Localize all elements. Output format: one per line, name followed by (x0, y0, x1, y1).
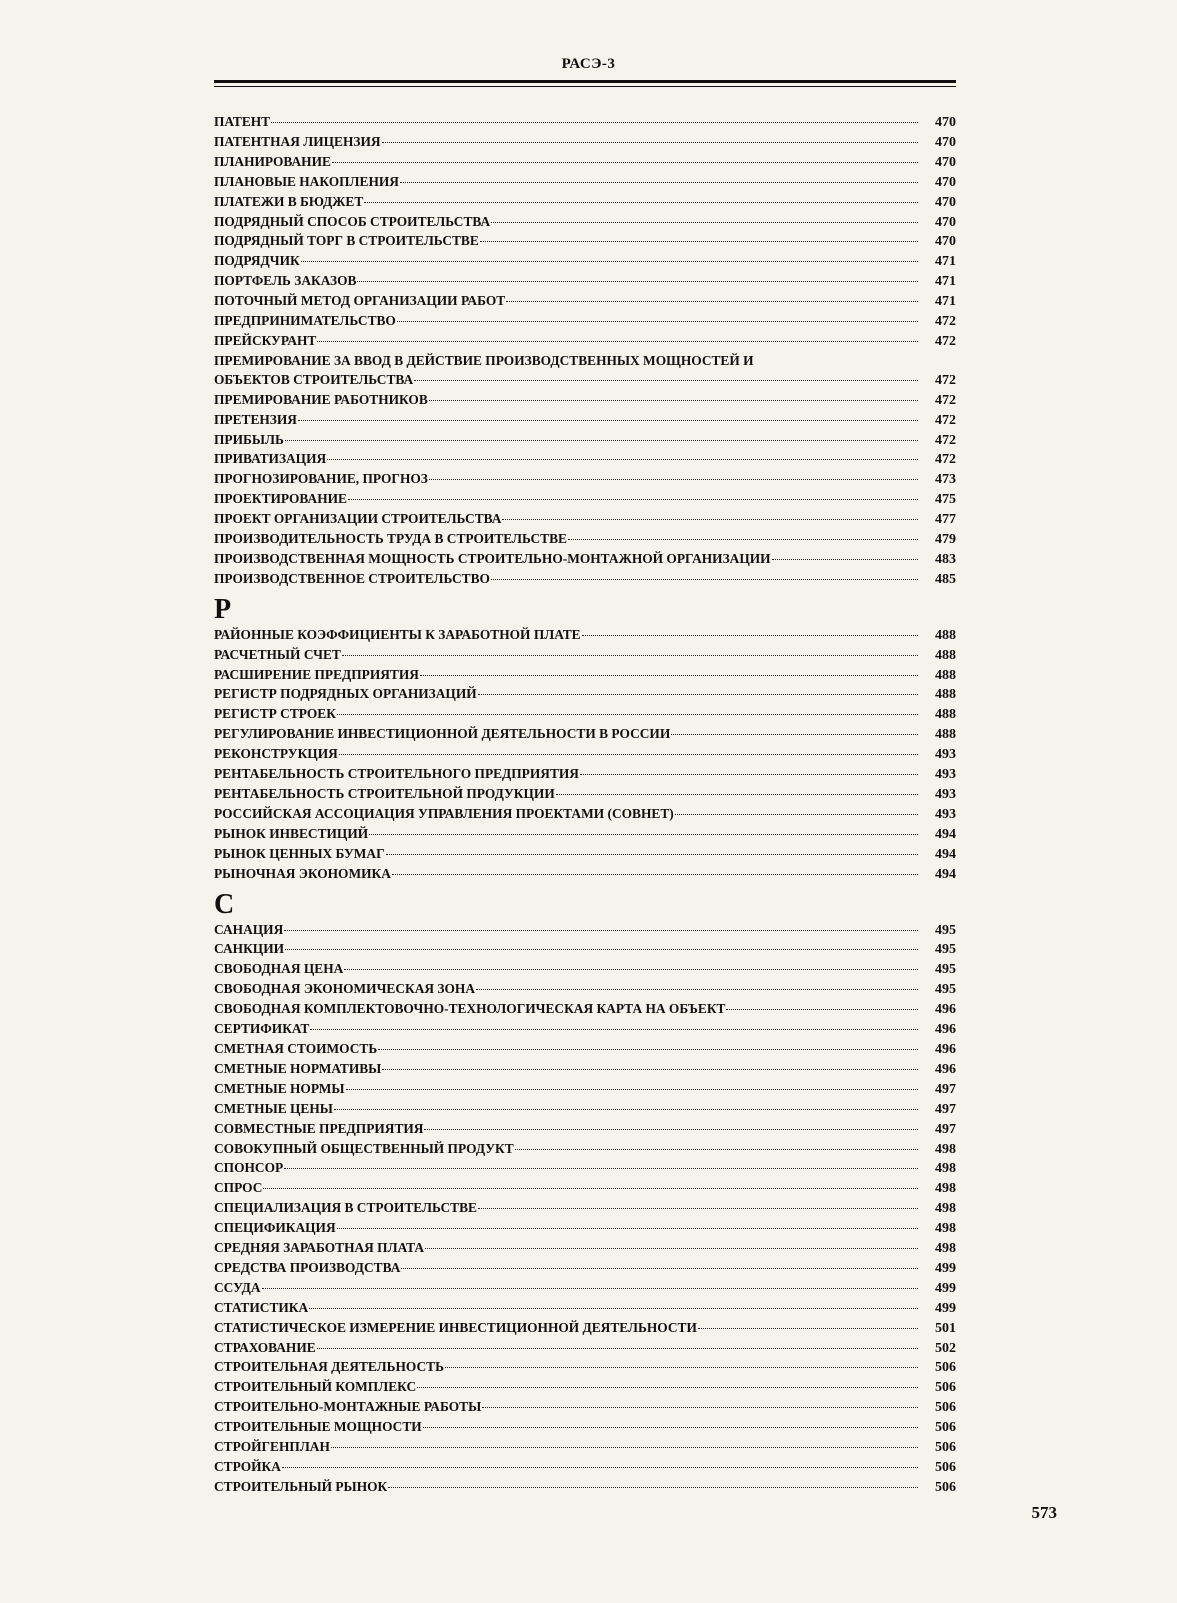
dot-leader (478, 693, 918, 695)
toc-entry (214, 1219, 956, 1239)
dot-leader (337, 713, 918, 715)
entry-title: РАСШИРЕНИЕ ПРЕДПРИЯТИЯ (214, 666, 419, 682)
entry-page: 470 (935, 214, 956, 230)
dot-leader (271, 121, 918, 123)
dot-leader (425, 1247, 918, 1249)
toc-entry (214, 1040, 956, 1060)
dot-leader (285, 948, 918, 950)
toc-entry (214, 1159, 956, 1179)
dot-leader (348, 498, 918, 500)
entry-page: 495 (935, 982, 956, 998)
dot-leader (327, 458, 918, 460)
entry-title: СМЕТНЫЕ НОРМЫ (214, 1080, 345, 1096)
toc-entry (214, 431, 956, 451)
dot-leader (491, 221, 918, 223)
dot-leader (568, 538, 918, 540)
entry-title: СОВОКУПНЫЙ ОБЩЕСТВЕННЫЙ ПРОДУКТ (214, 1140, 514, 1156)
entry-title: СПРОС (214, 1180, 263, 1196)
dot-leader (388, 1486, 918, 1488)
entry-page: 494 (935, 846, 956, 862)
toc-entry (214, 1478, 956, 1498)
entry-title: ПОДРЯДЧИК (214, 253, 300, 269)
entry-line (214, 371, 956, 391)
entry-page: 477 (935, 512, 956, 528)
entry-title: СВОБОДНАЯ КОМПЛЕКТОВОЧНО-ТЕХНОЛОГИЧЕСКАЯ КАРТА НА ОБЪЕКТ (214, 1001, 726, 1017)
entry-page: 488 (935, 707, 956, 723)
dot-leader (301, 260, 918, 262)
toc-entry (214, 391, 956, 411)
dot-leader (369, 833, 918, 835)
entry-page: 499 (935, 1260, 956, 1276)
dot-leader (429, 399, 918, 401)
dot-leader (580, 773, 918, 775)
entry-title: РОССИЙСКАЯ АССОЦИАЦИЯ УПРАВЛЕНИЯ ПРОЕКТАМИ (СОВНЕТ) (214, 805, 674, 821)
toc-entry (214, 765, 956, 785)
toc-entry (214, 980, 956, 1000)
entry-page: 473 (935, 472, 956, 488)
entry-title: РЕНТАБЕЛЬНОСТЬ СТРОИТЕЛЬНОЙ ПРОДУКЦИИ (214, 786, 555, 801)
entry-page: 498 (935, 1161, 956, 1177)
dot-leader (344, 968, 918, 970)
entry-title: ПРЕДПРИНИМАТЕЛЬСТВО (214, 313, 396, 329)
entry-title: СЕРТИФИКАТ (214, 1021, 310, 1037)
entry-title: САНКЦИИ (214, 941, 285, 957)
dot-leader (334, 1108, 918, 1110)
toc-entry (214, 153, 956, 173)
entry-title: ССУДА (214, 1279, 261, 1295)
toc-entry (214, 666, 956, 686)
dot-leader (414, 379, 918, 381)
dot-leader (262, 1287, 918, 1289)
toc-entry (214, 845, 956, 865)
dot-leader (357, 280, 918, 282)
entry-page: 472 (935, 372, 956, 388)
entry-page: 479 (935, 532, 956, 548)
entry-page: 475 (935, 492, 956, 508)
toc-entry (214, 646, 956, 666)
dot-leader (317, 340, 918, 342)
entry-page: 502 (935, 1340, 956, 1356)
dot-leader (263, 1187, 918, 1189)
toc-entry (214, 1060, 956, 1080)
dot-leader (423, 1426, 918, 1428)
entry-page: 470 (935, 154, 956, 170)
entry-title: СРЕДНЯЯ ЗАРАБОТНАЯ ПЛАТА (214, 1240, 425, 1256)
entry-title-continued: ОБЪЕКТОВ СТРОИТЕЛЬСТВА (214, 371, 414, 387)
entry-title: СМЕТНЫЕ ЦЕНЫ (214, 1100, 333, 1116)
entry-page: 506 (935, 1460, 956, 1475)
entry-page: 501 (935, 1320, 956, 1336)
entry-page: 493 (935, 747, 956, 763)
dot-leader (515, 1148, 918, 1150)
toc-entry (214, 1279, 956, 1299)
toc-entry (214, 1020, 956, 1040)
dot-leader (284, 929, 918, 931)
dot-leader (309, 1307, 918, 1309)
toc-entry (214, 1458, 956, 1478)
dot-leader (346, 1088, 918, 1090)
toc-entry (214, 1179, 956, 1199)
entry-page: 494 (935, 826, 956, 842)
toc-entry (214, 490, 956, 510)
entry-page: 498 (935, 1241, 956, 1257)
entry-page: 483 (935, 551, 956, 567)
entry-page: 488 (935, 667, 956, 683)
dot-leader (502, 518, 918, 520)
entry-title: РЕНТАБЕЛЬНОСТЬ СТРОИТЕЛЬНОГО ПРЕДПРИЯТИЯ (214, 766, 579, 782)
table-of-contents (214, 113, 956, 1498)
entry-page: 506 (935, 1420, 956, 1436)
entry-page: 485 (935, 571, 956, 587)
toc-entry (214, 1239, 956, 1259)
toc-entry (214, 865, 956, 885)
entry-page: 471 (935, 274, 956, 290)
toc-entry (214, 1418, 956, 1438)
dot-leader (298, 419, 918, 421)
entry-page: 470 (935, 174, 956, 190)
entry-title: ПРЕТЕНЗИЯ (214, 411, 297, 427)
entry-title: ПАТЕНТ (214, 114, 271, 129)
toc-entry (214, 1120, 956, 1140)
dot-leader (331, 1446, 918, 1448)
dot-leader (698, 1327, 918, 1329)
entry-page: 497 (935, 1081, 956, 1097)
entry-title: СТРОИТЕЛЬНЫЕ МОЩНОСТИ (214, 1419, 422, 1435)
entry-page: 472 (935, 333, 956, 349)
toc-entry (214, 1140, 956, 1160)
section-letter: Р (214, 593, 232, 625)
toc-entry (214, 292, 956, 312)
entry-title: РЫНОЧНАЯ ЭКОНОМИКА (214, 865, 391, 881)
entry-title: СВОБОДНАЯ ЦЕНА (214, 961, 344, 977)
entry-title: СПОНСОР (214, 1160, 284, 1176)
toc-entry (214, 1100, 956, 1120)
dot-leader (476, 988, 918, 990)
entry-title: РАСЧЕТНЫЙ СЧЕТ (214, 646, 341, 662)
entry-title: ПОТОЧНЫЙ МЕТОД ОРГАНИЗАЦИИ РАБОТ (214, 293, 506, 309)
entry-title: СТАТИСТИЧЕСКОЕ ИЗМЕРЕНИЕ ИНВЕСТИЦИОННОЙ ДЕЯТЕЛЬНОСТИ (214, 1319, 697, 1335)
entry-page: 472 (935, 412, 956, 428)
entry-title: ПРЕМИРОВАНИЕ РАБОТНИКОВ (214, 391, 428, 407)
toc-entry (214, 193, 956, 213)
entry-title: СРЕДСТВА ПРОИЗВОДСТВА (214, 1259, 401, 1275)
dot-leader (285, 439, 918, 441)
dot-leader (401, 1267, 918, 1269)
entry-title: СТАТИСТИКА (214, 1299, 309, 1315)
entry-title: ПРОИЗВОДСТВЕННАЯ МОЩНОСТЬ СТРОИТЕЛЬНО-МОНТАЖНОЙ ОРГАНИЗАЦИИ (214, 550, 771, 566)
entry-title: РЕГИСТР СТРОЕК (214, 706, 336, 722)
dot-leader (392, 873, 918, 875)
entry-title: РЫНОК ИНВЕСТИЦИЙ (214, 825, 369, 841)
toc-entry (214, 173, 956, 193)
entry-page: 493 (935, 806, 956, 822)
section-letter: С (214, 888, 235, 920)
entry-title: СПЕЦИФИКАЦИЯ (214, 1220, 336, 1236)
entry-page: 498 (935, 1181, 956, 1197)
toc-entry (214, 1319, 956, 1339)
entry-page: 471 (935, 294, 956, 310)
dot-leader (671, 733, 918, 735)
entry-title: РЕКОНСТРУКЦИЯ (214, 746, 338, 762)
toc-entry (214, 1378, 956, 1398)
toc-entry (214, 626, 956, 646)
entry-page: 495 (935, 922, 956, 938)
entry-title: САНАЦИЯ (214, 921, 284, 937)
entry-page: 499 (935, 1300, 956, 1316)
entry-title: ПРОЕКТИРОВАНИЕ (214, 491, 347, 507)
toc-entry (214, 805, 956, 825)
toc-entry (214, 705, 956, 725)
dot-leader (556, 793, 918, 795)
entry-page: 493 (935, 767, 956, 783)
entry-title: РЫНОК ЦЕННЫХ БУМАГ (214, 845, 385, 861)
toc-entry (214, 510, 956, 530)
toc-entry (214, 940, 956, 960)
entry-title: ПЛАНОВЫЕ НАКОПЛЕНИЯ (214, 173, 399, 189)
toc-entry (214, 1000, 956, 1020)
entry-title: ПОДРЯДНЫЙ СПОСОБ СТРОИТЕЛЬСТВА (214, 213, 491, 229)
entry-title: ПРИБЫЛЬ (214, 431, 284, 447)
toc-entry (214, 685, 956, 705)
dot-leader (397, 320, 918, 322)
dot-leader (400, 181, 918, 183)
dot-leader (382, 141, 918, 143)
toc-entry (214, 470, 956, 490)
toc-entry (214, 213, 956, 233)
entry-page: 496 (935, 1041, 956, 1057)
dot-leader (339, 753, 918, 755)
dot-leader (424, 1128, 918, 1130)
entry-page: 506 (935, 1380, 956, 1396)
toc-entry (214, 133, 956, 153)
entry-page: 506 (935, 1479, 956, 1495)
entry-page: 506 (935, 1400, 956, 1416)
dot-leader (772, 558, 918, 560)
entry-title: СОВМЕСТНЫЕ ПРЕДПРИЯТИЯ (214, 1120, 424, 1136)
entry-title: ПРЕМИРОВАНИЕ ЗА ВВОД В ДЕЙСТВИЕ ПРОИЗВОДСТВЕННЫХ МОЩНОСТЕЙ И (214, 352, 754, 368)
entry-title: ПРОГНОЗИРОВАНИЕ, ПРОГНОЗ (214, 471, 428, 487)
entry-page: 488 (935, 727, 956, 743)
dot-leader (726, 1008, 918, 1010)
dot-leader (378, 1048, 918, 1050)
dot-leader (445, 1366, 918, 1368)
dot-leader (420, 674, 918, 676)
toc-entry (214, 725, 956, 745)
entry-page: 472 (935, 392, 956, 408)
entry-page: 496 (935, 1002, 956, 1018)
dot-leader (337, 1227, 918, 1229)
entry-title: СТРОИТЕЛЬНО-МОНТАЖНЫЕ РАБОТЫ (214, 1399, 482, 1415)
header-rule-thick (214, 80, 956, 83)
toc-entry (214, 332, 956, 352)
entry-page: 488 (935, 687, 956, 703)
entry-page: 470 (935, 234, 956, 250)
entry-title: СТРАХОВАНИЕ (214, 1339, 316, 1355)
header-rule-thin (214, 86, 956, 87)
entry-page: 506 (935, 1440, 956, 1456)
page-number: 573 (1031, 1503, 1057, 1522)
entry-page: 498 (935, 1141, 956, 1157)
entry-page: 470 (935, 134, 956, 150)
entry-title: ПЛАНИРОВАНИЕ (214, 153, 331, 169)
toc-entry (214, 312, 956, 332)
entry-page: 495 (935, 962, 956, 978)
entry-title: ПРОИЗВОДСТВЕННОЕ СТРОИТЕЛЬСТВО (214, 570, 490, 586)
toc-entry (214, 113, 956, 133)
toc-entry (214, 921, 956, 941)
toc-entry (214, 1358, 956, 1378)
dot-leader (582, 634, 918, 636)
entry-title: ПОРТФЕЛЬ ЗАКАЗОВ (214, 273, 357, 289)
dot-leader (310, 1028, 918, 1030)
entry-title: РАЙОННЫЕ КОЭФФИЦИЕНТЫ К ЗАРАБОТНОЙ ПЛАТЕ (214, 626, 581, 642)
entry-page: 494 (935, 866, 956, 882)
entry-title: ПРОИЗВОДИТЕЛЬНОСТЬ ТРУДА В СТРОИТЕЛЬСТВЕ (214, 531, 567, 547)
toc-entry (214, 1080, 956, 1100)
dot-leader (317, 1347, 918, 1349)
entry-title: СТРОИТЕЛЬНЫЙ РЫНОК (214, 1478, 388, 1494)
toc-entry (214, 1398, 956, 1418)
entry-title: СВОБОДНАЯ ЭКОНОМИЧЕСКАЯ ЗОНА (214, 981, 475, 997)
entry-page: 488 (935, 627, 956, 643)
entry-title: ПРОЕКТ ОРГАНИЗАЦИИ СТРОИТЕЛЬСТВА (214, 511, 502, 527)
toc-entry (214, 825, 956, 845)
entry-title: СТРОЙГЕНПЛАН (214, 1439, 330, 1455)
toc-entry (214, 745, 956, 765)
entry-title: ПАТЕНТНАЯ ЛИЦЕНЗИЯ (214, 133, 381, 149)
toc-entry (214, 550, 956, 570)
toc-entry (214, 232, 956, 252)
toc-entry (214, 1438, 956, 1458)
toc-entry (214, 1299, 956, 1319)
dot-leader (332, 161, 918, 163)
toc-entry (214, 960, 956, 980)
toc-entry (214, 252, 956, 272)
toc-entry (214, 785, 956, 805)
toc-entry (214, 272, 956, 292)
entry-page: 472 (935, 314, 956, 330)
entry-page: 470 (935, 115, 956, 130)
dot-leader (478, 1207, 918, 1209)
entry-page: 499 (935, 1280, 956, 1296)
entry-title: РЕГИСТР ПОДРЯДНЫХ ОРГАНИЗАЦИЙ (214, 686, 477, 702)
dot-leader (386, 853, 918, 855)
entry-page: 506 (935, 1360, 956, 1376)
entry-title: СМЕТНЫЕ НОРМАТИВЫ (214, 1060, 382, 1076)
toc-entry (214, 450, 956, 470)
entry-title: ПЛАТЕЖИ В БЮДЖЕТ (214, 193, 364, 209)
entry-title: ПРИВАТИЗАЦИЯ (214, 451, 327, 467)
entry-title: ПРЕЙСКУРАНТ (214, 332, 317, 348)
entry-page: 496 (935, 1022, 956, 1038)
entry-page: 497 (935, 1101, 956, 1117)
running-head: РАСЭ-3 (561, 56, 616, 72)
toc-entry (214, 570, 956, 590)
entry-title: СТРОЙКА (214, 1459, 281, 1474)
dot-leader (382, 1068, 918, 1070)
dot-leader (282, 1466, 918, 1468)
dot-leader (491, 578, 918, 580)
dot-leader (364, 201, 918, 203)
dot-leader (429, 478, 918, 480)
toc-entry (214, 1199, 956, 1219)
entry-title: РЕГУЛИРОВАНИЕ ИНВЕСТИЦИОННОЙ ДЕЯТЕЛЬНОСТИ В РОССИИ (214, 726, 671, 742)
toc-entry (214, 1259, 956, 1279)
entry-page: 471 (935, 254, 956, 270)
entry-page: 495 (935, 942, 956, 958)
entry-page: 493 (935, 787, 956, 802)
entry-page: 496 (935, 1061, 956, 1077)
dot-leader (480, 240, 918, 242)
toc-entry (214, 530, 956, 550)
toc-entry (214, 352, 956, 391)
dot-leader (284, 1167, 918, 1169)
dot-leader (417, 1386, 918, 1388)
entry-page: 497 (935, 1121, 956, 1137)
dot-leader (342, 654, 918, 656)
dot-leader (506, 300, 918, 302)
entry-page: 472 (935, 432, 956, 448)
entry-page: 498 (935, 1221, 956, 1237)
entry-page: 498 (935, 1201, 956, 1217)
entry-title: СТРОИТЕЛЬНАЯ ДЕЯТЕЛЬНОСТЬ (214, 1359, 444, 1375)
entry-page: 472 (935, 452, 956, 468)
toc-entry (214, 1339, 956, 1359)
entry-page: 470 (935, 194, 956, 210)
toc-entry (214, 411, 956, 431)
entry-title: ПОДРЯДНЫЙ ТОРГ В СТРОИТЕЛЬСТВЕ (214, 233, 479, 249)
entry-title: СМЕТНАЯ СТОИМОСТЬ (214, 1040, 378, 1056)
entry-title: СПЕЦИАЛИЗАЦИЯ В СТРОИТЕЛЬСТВЕ (214, 1200, 477, 1216)
dot-leader (675, 813, 918, 815)
entry-page: 488 (935, 647, 956, 663)
dot-leader (482, 1406, 918, 1408)
entry-title: СТРОИТЕЛЬНЫЙ КОМПЛЕКС (214, 1379, 417, 1395)
